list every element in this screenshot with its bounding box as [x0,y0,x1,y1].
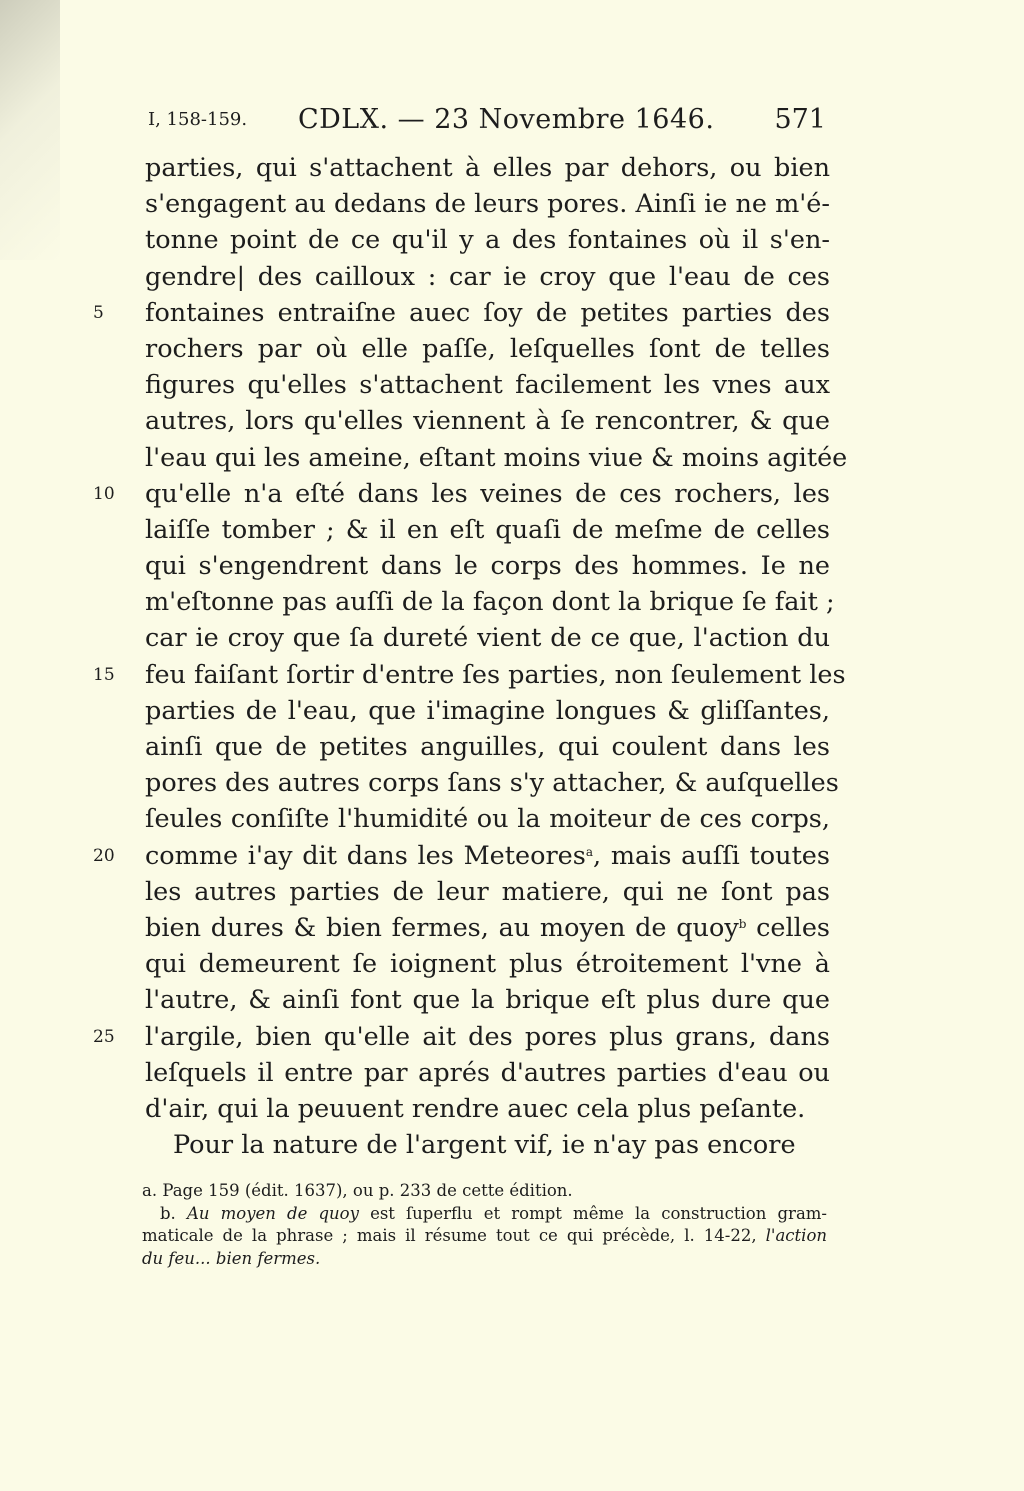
page-number: 571 [774,104,826,135]
text-line [145,982,830,1018]
line-text: fontaines entraiſne auec ſoy de petites parties des [145,297,830,328]
text-line [145,584,835,620]
line-number: 20 [93,845,115,866]
line-text: gendre| des cailloux : car ie croy que l'eau de ces [145,261,830,292]
text-line [145,801,830,837]
text-line [145,222,830,258]
letter-body [93,150,848,1163]
line-text: d'air, qui la peuuent rendre auec cela plus peſante. [145,1093,806,1124]
header-reference: I, 158-159. [148,109,248,130]
text-line [145,331,830,367]
text-line [145,186,830,222]
line-text: ſeules conſiſte l'humidité ou la moiteur de ces corps, [145,804,830,835]
line-number: 5 [93,302,104,323]
footnote-b-italic-end: du feu... bien fermes. [142,1248,321,1268]
line-text: comme i'ay dit dans les Meteores [145,840,586,871]
line-text: l'autre, & ainſi font que la brique eſt plus dure que [145,985,830,1016]
line-text: parties, qui s'attachent à elles par dehors, ou bien [145,153,830,183]
footnote-b-text-2: maticale de la phrase ; mais il résume tout ce qui précède, l. 14-22, [142,1226,766,1245]
footnote-b-italic-phrase: Au moyen de quoy [186,1203,359,1223]
line-text: l'argile, bien qu'elle ait des pores plus grans, dans [145,1021,830,1052]
text-line [145,1091,830,1127]
text-line [145,259,830,295]
line-text: m'eſtonne pas auſſi de la façon dont la brique ſe fait ; [145,587,835,618]
text-line [145,1055,830,1091]
line-text: tonne point de ce qu'il y a des fontaines où il s'en- [145,225,830,256]
footnote-a [142,1180,827,1203]
text-line [145,403,830,439]
text-line [93,1019,830,1055]
footnotes [142,1180,827,1270]
line-text: parties de l'eau, que i'imagine longues & gliſſantes, [145,695,830,726]
text-line [93,295,830,331]
text-line [145,512,830,548]
line-text-tail: , mais auſſi toutes [592,840,830,871]
line-text: ainſi que de petites anguilles, qui coulent dans les [145,732,830,762]
line-text: rochers par où elle paſſe, leſquelles ſont de telles [145,333,830,364]
footnote-b-line-2 [142,1225,827,1248]
footnote-a-text: a. Page 159 (édit. 1637), ou p. 233 de cette édition. [142,1181,573,1200]
text-line [145,150,830,186]
footnote-b-line-1 [142,1203,827,1226]
line-text: bien dures & bien fermes, au moyen de quoy [145,912,739,943]
footnote-b-label: b. [160,1203,176,1223]
text-line [145,367,830,403]
text-line [145,1127,830,1163]
line-text: leſquels il entre par aprés d'autres parties d'eau ou [145,1057,830,1088]
line-text: Pour la nature de l'argent vif, ie n'ay pas encore [173,1130,796,1161]
header-title: CDLX. — 23 Novembre 1646. [298,104,715,135]
text-line [145,765,839,801]
text-line [145,910,830,946]
footnote-b-text-1: est ſuperflu et rompt même la construction gram- [358,1203,828,1223]
text-line [93,476,830,512]
text-line [145,693,830,729]
line-number: 10 [93,483,115,504]
footnote-b-line-3 [142,1248,827,1271]
text-line [145,729,830,765]
line-text: qui s'engendrent dans le corps des hommes. Ie ne [145,551,830,582]
text-line [93,838,830,874]
line-text: figures qu'elles s'attachent facilement les vnes aux [145,370,830,401]
line-text-tail: celles [746,912,831,943]
running-header [0,100,1024,140]
line-text: laiſſe tomber ; & il en eſt quaſi de meſme de celles [145,514,830,545]
line-text: s'engagent au dedans de leurs pores. Ainſi ie ne m'é- [145,189,831,220]
text-line [145,440,848,476]
line-text: feu faiſant ſortir d'entre ſes parties, non ſeulement les [145,659,846,690]
text-line [145,874,830,910]
text-line [145,620,830,656]
line-text: pores des autres corps ſans s'y attacher, & auſquelles [145,768,839,799]
line-number: 15 [93,664,115,685]
line-number: 25 [93,1026,115,1047]
text-line [145,548,830,584]
line-text: autres, lors qu'elles viennent à ſe rencontrer, & que [145,406,830,437]
line-text: qu'elle n'a eſté dans les veines de ces rochers, les [145,478,830,509]
line-text: l'eau qui les ameine, eſtant moins viue & moins agitée [145,442,848,473]
footnote-marker: a [585,844,593,859]
line-text: qui demeurent ſe ioignent plus étroitement l'vne à [145,949,830,980]
footnote-b-italic-action: l'action [765,1226,827,1245]
text-line [93,657,846,693]
footnote-marker: b [738,916,747,931]
line-text: les autres parties de leur matiere, qui ne ſont pas [145,876,830,907]
line-text: car ie croy que ſa dureté vient de ce que, l'action du [145,623,830,654]
text-line [145,946,830,982]
